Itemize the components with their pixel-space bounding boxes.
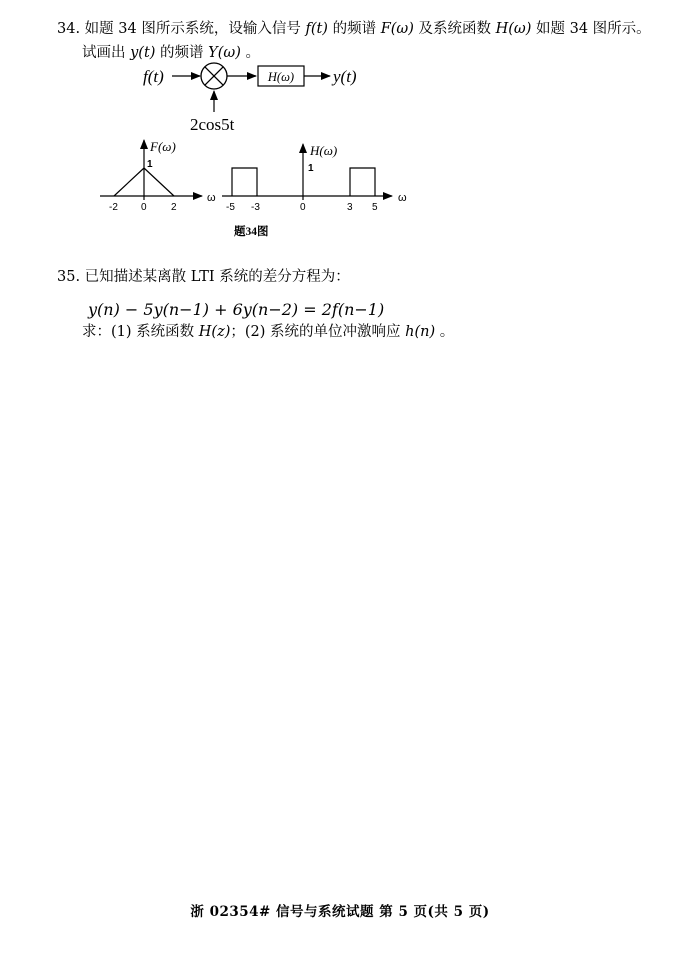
- question-34-line-2: 试画出 y(t) 的频谱 Y(ω) 。: [82, 45, 260, 61]
- h-axis-label: H(ω): [310, 143, 338, 158]
- input-spectrum-symbol: F(ω): [380, 21, 414, 37]
- spectrum-f-plot: [100, 139, 216, 213]
- h-passband-positive: [350, 168, 375, 196]
- h-peak-label: 1: [308, 163, 314, 174]
- f-axis-label: F(ω): [150, 139, 176, 154]
- question-35-line-1: 35. 已知描述某离散 LTI 系统的差分方程为：: [57, 269, 350, 285]
- f-tick-label: -2: [109, 202, 118, 213]
- system-function-z-symbol: H(z): [198, 324, 231, 340]
- h-tick-label: 3: [347, 202, 353, 213]
- output-spectrum-symbol: Y(ω): [208, 45, 241, 61]
- h-omega-label: ω: [398, 192, 407, 204]
- question-number: 35.: [57, 269, 81, 285]
- h-tick-label: 5: [372, 202, 378, 213]
- input-signal-symbol: f(t): [305, 21, 328, 37]
- block-input-label: f(t): [143, 67, 164, 86]
- block-diagram: [143, 63, 357, 134]
- system-function-symbol: H(ω): [495, 21, 532, 37]
- multiplier-icon: [201, 63, 227, 89]
- f-tick-label: 0: [141, 202, 147, 213]
- h-tick-label: 0: [300, 202, 306, 213]
- spectrum-h-plot: [222, 143, 407, 213]
- question-number: 34.: [57, 21, 81, 37]
- question-35-line-2: 求：(1) 系统函数 H(z)；(2) 系统的单位冲激响应 h(n) 。: [82, 324, 455, 340]
- difference-equation: y(n) − 5y(n−1) + 6y(n−2) = 2f(n−1): [88, 300, 385, 319]
- f-tick-label: 2: [171, 202, 177, 213]
- figure-caption: 题34图: [234, 226, 269, 238]
- figure-34: [0, 0, 680, 260]
- block-output-label: y(t): [333, 67, 357, 86]
- question-34-line-1: 34. 如题 34 图所示系统，设输入信号 f(t) 的频谱 F(ω) 及系统函数 H(ω) 如题 34 图所示。: [57, 21, 651, 37]
- filter-label: H(ω): [267, 70, 295, 84]
- impulse-response-symbol: h(n): [405, 324, 436, 340]
- h-passband-negative: [232, 168, 257, 196]
- output-signal-symbol: y(t): [130, 45, 156, 61]
- f-peak-label: 1: [147, 159, 153, 170]
- carrier-label: 2cos5t: [190, 115, 235, 134]
- h-tick-label: -3: [251, 202, 260, 213]
- page-footer: 浙 02354# 信号与系统试题 第 5 页(共 5 页): [190, 904, 490, 920]
- f-omega-label: ω: [207, 192, 216, 204]
- h-tick-label: -5: [226, 202, 235, 213]
